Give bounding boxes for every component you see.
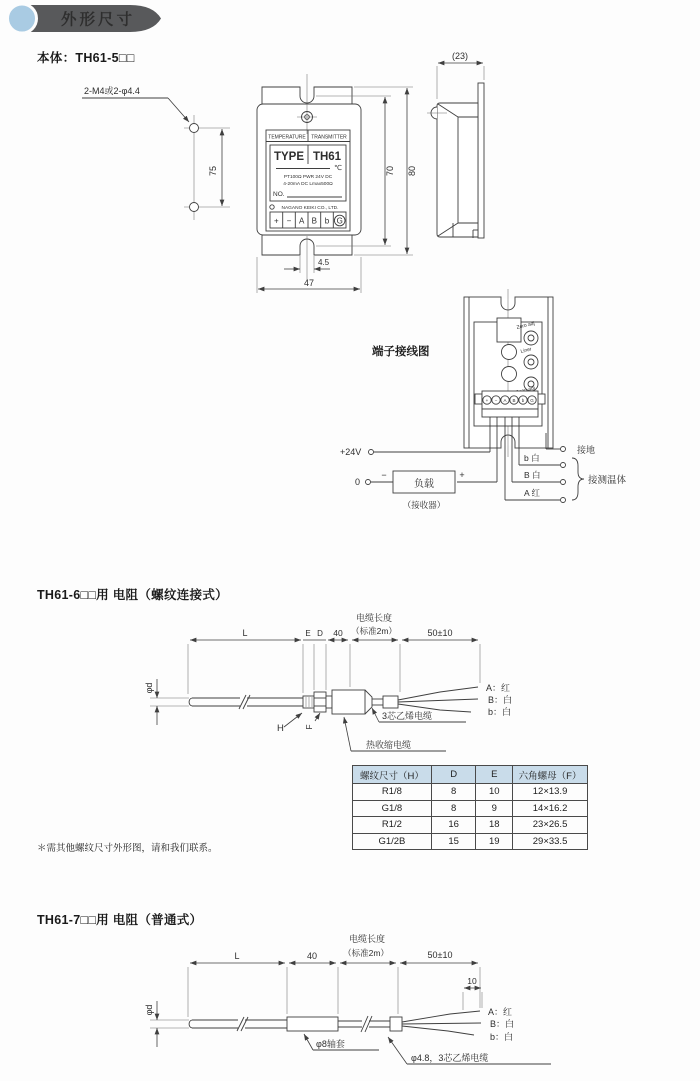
terminal-label: A xyxy=(299,216,305,226)
plus-label: + xyxy=(459,470,465,480)
cell: 16 xyxy=(431,817,476,834)
dim-H: H xyxy=(277,723,284,734)
table-row xyxy=(353,800,588,817)
cell: 9 xyxy=(476,800,513,817)
cell: 19 xyxy=(476,833,513,850)
mount-hole-label: 2-M4或2-φ4.4 xyxy=(84,86,140,96)
dim-23: (23) xyxy=(451,51,469,61)
rear-terminal: − xyxy=(494,398,498,403)
thread-section xyxy=(303,696,314,708)
component-circle xyxy=(502,345,517,360)
table-row xyxy=(353,784,588,801)
cell: R1/8 xyxy=(353,784,432,801)
terminal-label: + xyxy=(273,216,279,226)
table-row xyxy=(353,817,588,834)
mounting-hole-diagram xyxy=(82,85,230,220)
col-header-thread: 螺纹尺寸（H） xyxy=(353,766,432,784)
ground-terminal xyxy=(561,447,566,452)
cell: 8 xyxy=(431,784,476,801)
rear-terminal: + xyxy=(485,398,489,403)
main-body-title: 本体：TH61-5□□ xyxy=(37,51,135,65)
cell: G1/8 xyxy=(353,800,432,817)
zero-terminal xyxy=(366,480,371,485)
mount-hole-top xyxy=(190,124,199,133)
terminal-label: − xyxy=(286,216,292,226)
pot-label-liner: Liner xyxy=(520,346,533,355)
badge-circle-icon xyxy=(8,4,37,33)
dim-phi-d: φd xyxy=(144,1004,154,1016)
vinyl-cable-callout: 3芯乙烯电缆 xyxy=(382,711,433,721)
cable-std-label: （标准2m） xyxy=(351,626,397,636)
receiver-label: （接收器） xyxy=(402,500,446,510)
sleeve-callout: φ8轴套 xyxy=(316,1039,345,1049)
component-circle xyxy=(502,367,517,382)
dim-47: 47 xyxy=(303,278,315,288)
threaded-section-title: TH61-6□□用 电阻（螺纹连接式） xyxy=(37,588,228,602)
supply-label: +24V xyxy=(340,447,362,457)
header-badge xyxy=(8,4,162,33)
plain-section-title: TH61-7□□用 电阻（普通式） xyxy=(37,913,203,927)
probe-label: 接测温体 xyxy=(588,475,627,486)
wire-B-label: B：白 xyxy=(488,695,513,705)
sleeve-section xyxy=(287,1017,338,1031)
dim-L: L xyxy=(242,628,248,638)
dim-50-10: 50±10 xyxy=(427,950,453,960)
wire-b-terminal xyxy=(561,463,566,468)
zero-adj-pot xyxy=(524,331,538,345)
cable-std-label: （标准2m） xyxy=(343,948,389,958)
cell: R1/2 xyxy=(353,817,432,834)
dim-40: 40 xyxy=(333,628,343,638)
cable-ferrule xyxy=(383,696,398,708)
dim-phi-d: φd xyxy=(144,682,154,694)
mount-plate-profile xyxy=(478,83,484,238)
heat-shrink-callout: 热收缩电缆 xyxy=(366,740,412,750)
wire-A-label: A 红 xyxy=(524,488,541,498)
cable-ferrule xyxy=(390,1017,402,1031)
vinyl-cable-callout: φ4.8，3芯乙烯电缆 xyxy=(411,1053,489,1063)
plate-type: TYPE xyxy=(273,151,305,163)
page-title: 外形尺寸 xyxy=(60,11,136,29)
plate-line1a: TEMPERATURE xyxy=(268,134,306,141)
plate-spec1: PT100Ω PWR 24V DC xyxy=(283,175,333,180)
plate-model: TH61 xyxy=(312,151,342,163)
wire-B-label: B：白 xyxy=(490,1019,515,1029)
terminal-label: b xyxy=(324,216,330,226)
rear-terminal: G xyxy=(530,398,534,403)
dim-L: L xyxy=(234,951,240,961)
ground-label: 接地 xyxy=(577,445,596,455)
threaded-probe-drawing xyxy=(144,612,512,751)
dim-70: 70 xyxy=(385,165,395,177)
cell: 14×16.2 xyxy=(513,800,588,817)
plain-probe-drawing xyxy=(144,933,551,1064)
wire-B-terminal xyxy=(561,480,566,485)
side-view xyxy=(427,51,484,238)
plate-spec2: 4-20mA DC Lmax500Ω xyxy=(283,182,333,187)
front-view xyxy=(257,74,361,280)
dim-F: F xyxy=(304,724,314,730)
col-header-D: D xyxy=(431,766,476,784)
pot-label-zero: Zero adj xyxy=(516,320,536,331)
cell: G1/2B xyxy=(353,833,432,850)
table-row xyxy=(353,833,588,850)
rear-terminal: b xyxy=(521,398,525,403)
cell: 18 xyxy=(476,817,513,834)
wire-A-label: A：红 xyxy=(488,1007,513,1017)
case-profile xyxy=(437,103,478,237)
liner-adj-pot xyxy=(524,355,538,369)
probe-tip xyxy=(189,698,192,706)
device-body xyxy=(257,104,361,235)
hex-nut xyxy=(314,692,326,712)
supply-terminal xyxy=(369,450,374,455)
dim-10: 10 xyxy=(467,976,477,986)
plate-company: NAGANO KEIKI CO., LTD. xyxy=(281,206,339,211)
heat-shrink-section xyxy=(332,690,365,714)
load-label: 负载 xyxy=(414,479,434,490)
dim-40: 40 xyxy=(306,951,318,961)
cell: 10 xyxy=(476,784,513,801)
dim-D: D xyxy=(317,629,323,638)
cell: 29×33.5 xyxy=(513,833,588,850)
probe-tip xyxy=(189,1020,192,1028)
wire-b-label: b：白 xyxy=(488,707,512,717)
cable-length-label: 电缆长度 xyxy=(355,613,393,623)
minus-label: − xyxy=(381,470,387,480)
cable-length-label: 电缆长度 xyxy=(348,934,386,944)
wire-b-label: b：白 xyxy=(490,1032,514,1042)
plate-line1b: TRANSMITTER xyxy=(311,134,347,141)
plate-no: NO. xyxy=(273,191,285,198)
wire-b-label: b 白 xyxy=(524,453,540,463)
rear-terminal: A xyxy=(503,398,507,403)
terminal-label: B xyxy=(311,216,317,226)
rear-terminal: B xyxy=(512,398,516,403)
terminal-label-ground: G xyxy=(336,216,343,226)
wire-A-label: A：红 xyxy=(486,683,511,693)
rear-view xyxy=(464,289,553,457)
mount-hole-bottom xyxy=(190,203,199,212)
wire-A-terminal xyxy=(561,498,566,503)
dim-4-5: 4.5 xyxy=(318,258,330,267)
zero-label: 0 xyxy=(355,477,361,487)
terminal-diagram-title: 端子接线图 xyxy=(372,346,430,358)
probe-brace xyxy=(572,458,584,500)
wire-B-label: B 白 xyxy=(524,470,541,480)
plate-unit: ℃ xyxy=(334,165,342,172)
cell: 23×26.5 xyxy=(513,817,588,834)
col-header-E: E xyxy=(476,766,513,784)
table-header-row xyxy=(353,766,588,784)
thread-note: ＊需其他螺纹尺寸外形图，请和我们联系。 xyxy=(37,843,218,854)
dim-E: E xyxy=(305,629,311,638)
cell: 12×13.9 xyxy=(513,784,588,801)
dim-80: 80 xyxy=(407,165,417,177)
cell: 15 xyxy=(431,833,476,850)
col-header-nut: 六角螺母（F） xyxy=(513,766,588,784)
dim-75: 75 xyxy=(208,165,218,177)
thread-size-table xyxy=(352,765,588,850)
dim-50-10: 50±10 xyxy=(427,628,453,638)
cell: 8 xyxy=(431,800,476,817)
